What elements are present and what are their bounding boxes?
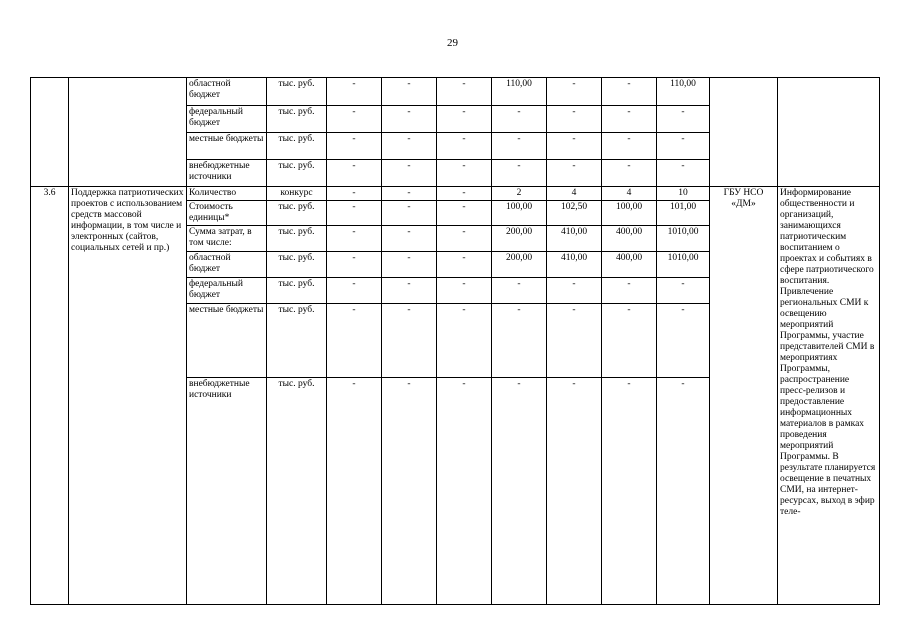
table-row xyxy=(31,78,880,106)
value-cell: - xyxy=(657,304,710,378)
executor-cell xyxy=(710,78,778,187)
value-cell: - xyxy=(602,78,657,106)
value-cell: - xyxy=(657,278,710,304)
page-number: 29 xyxy=(447,37,458,49)
funding-source-cell: внебюджетные источники xyxy=(187,160,267,187)
value-cell: - xyxy=(657,133,710,160)
value-cell: - xyxy=(657,106,710,133)
value-cell: - xyxy=(382,226,437,252)
value-cell: 10 xyxy=(657,187,710,201)
funding-source-cell: местные бюджеты xyxy=(187,133,267,160)
value-cell: - xyxy=(437,133,492,160)
value-cell: - xyxy=(327,160,382,187)
funding-source-cell: областной бюджет xyxy=(187,252,267,278)
value-cell: - xyxy=(382,304,437,378)
unit-cell: тыс. руб. xyxy=(267,278,327,304)
value-cell: - xyxy=(492,133,547,160)
funding-source-cell: Сумма затрат, в том числе: xyxy=(187,226,267,252)
value-cell: - xyxy=(602,378,657,605)
result-cell: Информирование общественности и организаций, занимающихся патриотическим воспитанием о проектах и событиях в сфере патриотического воспитания. Привлечение региональных СМИ к освещению мероприятий Программы, участие представителей СМИ в мероприятиях Программы, распространение пресс-релизов и предоставление информационных материалов в рамках проведения мероприятий Программы. В результате планируется освещение в печатных СМИ, на интернет-ресурсах, выход в эфир теле- xyxy=(778,187,880,605)
value-cell: - xyxy=(547,378,602,605)
value-cell: - xyxy=(327,78,382,106)
value-cell: - xyxy=(547,160,602,187)
value-cell: - xyxy=(492,160,547,187)
value-cell: - xyxy=(547,304,602,378)
value-cell: 400,00 xyxy=(602,226,657,252)
value-cell: - xyxy=(547,133,602,160)
unit-cell: тыс. руб. xyxy=(267,378,327,605)
value-cell: - xyxy=(437,378,492,605)
value-cell: - xyxy=(327,226,382,252)
funding-source-cell: федеральный бюджет xyxy=(187,278,267,304)
value-cell: - xyxy=(437,201,492,226)
funding-source-cell: областной бюджет xyxy=(187,78,267,106)
unit-cell: тыс. руб. xyxy=(267,252,327,278)
value-cell: - xyxy=(327,187,382,201)
unit-cell: тыс. руб. xyxy=(267,304,327,378)
value-cell: - xyxy=(327,133,382,160)
program-activities-table xyxy=(30,77,880,605)
funding-source-cell: Стоимость единицы* xyxy=(187,201,267,226)
value-cell: 102,50 xyxy=(547,201,602,226)
value-cell: - xyxy=(382,187,437,201)
item-number-cell xyxy=(31,78,69,187)
unit-cell: тыс. руб. xyxy=(267,160,327,187)
value-cell: - xyxy=(382,133,437,160)
value-cell: 110,00 xyxy=(492,78,547,106)
value-cell: 1010,00 xyxy=(657,226,710,252)
value-cell: - xyxy=(382,160,437,187)
unit-cell: тыс. руб. xyxy=(267,106,327,133)
value-cell: - xyxy=(547,106,602,133)
value-cell: - xyxy=(382,252,437,278)
activity-cell: Поддержка патриотических проектов с использованием средств массовой информации, в том числе и электронных (сайтов, социальных сетей и пр.) xyxy=(69,187,187,605)
value-cell: 2 xyxy=(492,187,547,201)
value-cell: 410,00 xyxy=(547,226,602,252)
value-cell: - xyxy=(437,278,492,304)
value-cell: 410,00 xyxy=(547,252,602,278)
value-cell: - xyxy=(602,133,657,160)
value-cell: - xyxy=(382,78,437,106)
value-cell: - xyxy=(602,304,657,378)
value-cell: - xyxy=(437,187,492,201)
value-cell: - xyxy=(327,252,382,278)
value-cell: - xyxy=(382,106,437,133)
value-cell: - xyxy=(602,160,657,187)
table-row xyxy=(31,187,880,201)
value-cell: 100,00 xyxy=(492,201,547,226)
value-cell: - xyxy=(437,304,492,378)
value-cell: - xyxy=(327,304,382,378)
item-number-cell: 3.6 xyxy=(31,187,69,605)
value-cell: - xyxy=(492,278,547,304)
value-cell: - xyxy=(437,226,492,252)
unit-cell: конкурс xyxy=(267,187,327,201)
value-cell: - xyxy=(382,378,437,605)
activity-cell xyxy=(69,78,187,187)
value-cell: 100,00 xyxy=(602,201,657,226)
unit-cell: тыс. руб. xyxy=(267,133,327,160)
value-cell: 200,00 xyxy=(492,252,547,278)
value-cell: - xyxy=(382,278,437,304)
value-cell: - xyxy=(547,78,602,106)
funding-source-cell: внебюджетные источники xyxy=(187,378,267,605)
unit-cell: тыс. руб. xyxy=(267,78,327,106)
value-cell: - xyxy=(437,252,492,278)
value-cell: - xyxy=(492,106,547,133)
value-cell: 200,00 xyxy=(492,226,547,252)
result-cell xyxy=(778,78,880,187)
value-cell: 110,00 xyxy=(657,78,710,106)
unit-cell: тыс. руб. xyxy=(267,201,327,226)
unit-cell: тыс. руб. xyxy=(267,226,327,252)
value-cell: 4 xyxy=(547,187,602,201)
value-cell: - xyxy=(547,278,602,304)
value-cell: - xyxy=(602,106,657,133)
value-cell: - xyxy=(327,201,382,226)
value-cell: - xyxy=(327,278,382,304)
value-cell: - xyxy=(382,201,437,226)
value-cell: 4 xyxy=(602,187,657,201)
value-cell: - xyxy=(437,160,492,187)
value-cell: - xyxy=(492,378,547,605)
value-cell: - xyxy=(327,378,382,605)
value-cell: - xyxy=(492,304,547,378)
value-cell: - xyxy=(437,106,492,133)
value-cell: - xyxy=(437,78,492,106)
funding-source-cell: федеральный бюджет xyxy=(187,106,267,133)
value-cell: 1010,00 xyxy=(657,252,710,278)
funding-source-cell: Количество xyxy=(187,187,267,201)
value-cell: - xyxy=(657,378,710,605)
value-cell: - xyxy=(657,160,710,187)
executor-cell: ГБУ НСО «ДМ» xyxy=(710,187,778,605)
value-cell: - xyxy=(602,278,657,304)
funding-source-cell: местные бюджеты xyxy=(187,304,267,378)
value-cell: - xyxy=(327,106,382,133)
value-cell: 400,00 xyxy=(602,252,657,278)
value-cell: 101,00 xyxy=(657,201,710,226)
